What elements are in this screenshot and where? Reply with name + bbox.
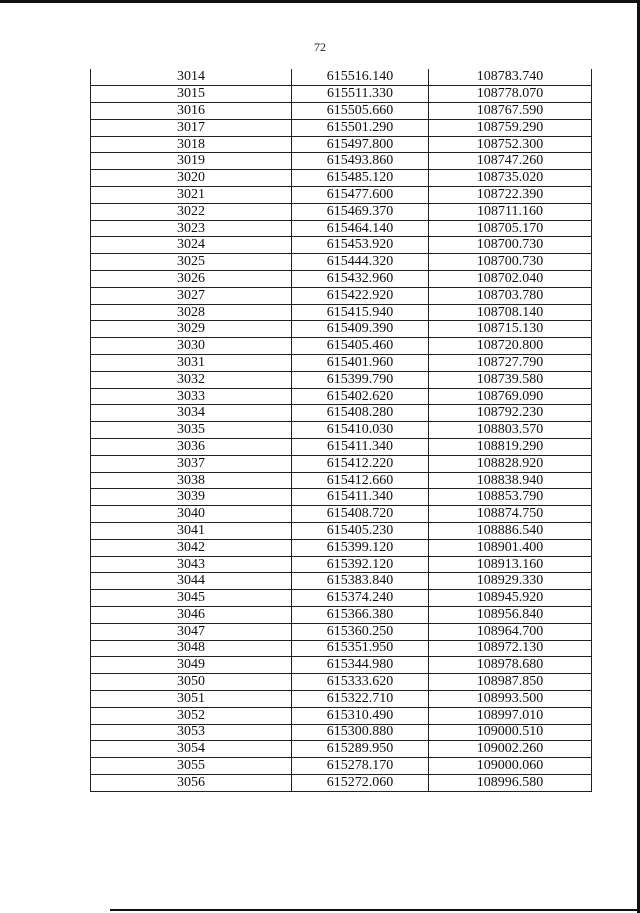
y-coordinate-cell: 108739.580 [429,371,592,388]
x-coordinate-cell: 615289.950 [292,741,429,758]
table-row [91,321,592,338]
x-coordinate-cell: 615410.030 [292,422,429,439]
y-coordinate-cell: 108838.940 [429,472,592,489]
x-coordinate-cell: 615278.170 [292,758,429,775]
point-id-cell: 3039 [91,489,292,506]
x-coordinate-cell: 615464.140 [292,220,429,237]
point-id-cell: 3044 [91,573,292,590]
x-coordinate-cell: 615415.940 [292,304,429,321]
table-row [91,523,592,540]
point-id-cell: 3051 [91,690,292,707]
point-id-cell: 3020 [91,170,292,187]
table-row [91,674,592,691]
x-coordinate-cell: 615501.290 [292,119,429,136]
x-coordinate-cell: 615322.710 [292,690,429,707]
point-id-cell: 3045 [91,590,292,607]
point-id-cell: 3056 [91,774,292,791]
table-row [91,590,592,607]
table-row [91,556,592,573]
point-id-cell: 3047 [91,623,292,640]
y-coordinate-cell: 108702.040 [429,271,592,288]
x-coordinate-cell: 615422.920 [292,287,429,304]
x-coordinate-cell: 615469.370 [292,203,429,220]
x-coordinate-cell: 615374.240 [292,590,429,607]
x-coordinate-cell: 615408.280 [292,405,429,422]
y-coordinate-cell: 108708.140 [429,304,592,321]
point-id-cell: 3037 [91,455,292,472]
table-row [91,271,592,288]
table-row [91,539,592,556]
point-id-cell: 3025 [91,254,292,271]
point-id-cell: 3016 [91,103,292,120]
x-coordinate-cell: 615366.380 [292,607,429,624]
y-coordinate-cell: 108828.920 [429,455,592,472]
y-coordinate-cell: 108711.160 [429,203,592,220]
page-border-bottom [110,909,640,911]
table-row [91,707,592,724]
y-coordinate-cell: 108913.160 [429,556,592,573]
point-id-cell: 3055 [91,758,292,775]
y-coordinate-cell: 108783.740 [429,69,592,86]
point-id-cell: 3041 [91,523,292,540]
y-coordinate-cell: 108886.540 [429,523,592,540]
x-coordinate-cell: 615351.950 [292,640,429,657]
table-row [91,758,592,775]
table-row [91,254,592,271]
point-id-cell: 3042 [91,539,292,556]
y-coordinate-cell: 108769.090 [429,388,592,405]
y-coordinate-cell: 108901.400 [429,539,592,556]
point-id-cell: 3024 [91,237,292,254]
x-coordinate-cell: 615399.120 [292,539,429,556]
x-coordinate-cell: 615497.800 [292,136,429,153]
x-coordinate-cell: 615402.620 [292,388,429,405]
point-id-cell: 3036 [91,439,292,456]
point-id-cell: 3033 [91,388,292,405]
y-coordinate-cell: 108700.730 [429,237,592,254]
x-coordinate-cell: 615399.790 [292,371,429,388]
x-coordinate-cell: 615405.460 [292,338,429,355]
y-coordinate-cell: 108735.020 [429,170,592,187]
x-coordinate-cell: 615432.960 [292,271,429,288]
point-id-cell: 3032 [91,371,292,388]
table-row [91,304,592,321]
y-coordinate-cell: 108945.920 [429,590,592,607]
y-coordinate-cell: 108997.010 [429,707,592,724]
point-id-cell: 3035 [91,422,292,439]
x-coordinate-cell: 615453.920 [292,237,429,254]
x-coordinate-cell: 615412.660 [292,472,429,489]
page-border-top [0,0,640,3]
x-coordinate-cell: 615344.980 [292,657,429,674]
table-row [91,136,592,153]
y-coordinate-cell: 108978.680 [429,657,592,674]
x-coordinate-cell: 615444.320 [292,254,429,271]
y-coordinate-cell: 108703.780 [429,287,592,304]
x-coordinate-cell: 615408.720 [292,506,429,523]
y-coordinate-cell: 108705.170 [429,220,592,237]
y-coordinate-cell: 108752.300 [429,136,592,153]
y-coordinate-cell: 108767.590 [429,103,592,120]
y-coordinate-cell: 108972.130 [429,640,592,657]
coordinates-table-container [90,69,591,792]
table-row [91,203,592,220]
point-id-cell: 3049 [91,657,292,674]
point-id-cell: 3054 [91,741,292,758]
y-coordinate-cell: 108996.580 [429,774,592,791]
x-coordinate-cell: 615333.620 [292,674,429,691]
y-coordinate-cell: 108803.570 [429,422,592,439]
point-id-cell: 3023 [91,220,292,237]
point-id-cell: 3026 [91,271,292,288]
point-id-cell: 3019 [91,153,292,170]
point-id-cell: 3046 [91,607,292,624]
table-row [91,355,592,372]
table-row [91,237,592,254]
table-row [91,405,592,422]
table-row [91,489,592,506]
table-row [91,724,592,741]
x-coordinate-cell: 615383.840 [292,573,429,590]
x-coordinate-cell: 615511.330 [292,86,429,103]
point-id-cell: 3052 [91,707,292,724]
y-coordinate-cell: 109002.260 [429,741,592,758]
page-number: 72 [314,40,326,54]
x-coordinate-cell: 615412.220 [292,455,429,472]
table-row [91,388,592,405]
point-id-cell: 3018 [91,136,292,153]
x-coordinate-cell: 615300.880 [292,724,429,741]
x-coordinate-cell: 615401.960 [292,355,429,372]
table-row [91,640,592,657]
table-row [91,623,592,640]
coordinates-table [90,69,592,792]
table-row [91,187,592,204]
y-coordinate-cell: 108720.800 [429,338,592,355]
y-coordinate-cell: 108987.850 [429,674,592,691]
x-coordinate-cell: 615411.340 [292,489,429,506]
y-coordinate-cell: 108722.390 [429,187,592,204]
point-id-cell: 3034 [91,405,292,422]
y-coordinate-cell: 108853.790 [429,489,592,506]
y-coordinate-cell: 108778.070 [429,86,592,103]
table-row [91,573,592,590]
point-id-cell: 3038 [91,472,292,489]
point-id-cell: 3050 [91,674,292,691]
x-coordinate-cell: 615493.860 [292,153,429,170]
point-id-cell: 3021 [91,187,292,204]
table-row [91,607,592,624]
x-coordinate-cell: 615272.060 [292,774,429,791]
y-coordinate-cell: 108993.500 [429,690,592,707]
point-id-cell: 3029 [91,321,292,338]
table-row [91,472,592,489]
x-coordinate-cell: 615516.140 [292,69,429,86]
x-coordinate-cell: 615409.390 [292,321,429,338]
x-coordinate-cell: 615360.250 [292,623,429,640]
table-row [91,69,592,86]
y-coordinate-cell: 108727.790 [429,355,592,372]
x-coordinate-cell: 615405.230 [292,523,429,540]
point-id-cell: 3031 [91,355,292,372]
y-coordinate-cell: 108700.730 [429,254,592,271]
table-row [91,439,592,456]
y-coordinate-cell: 108715.130 [429,321,592,338]
table-row [91,86,592,103]
y-coordinate-cell: 108759.290 [429,119,592,136]
x-coordinate-cell: 615310.490 [292,707,429,724]
y-coordinate-cell: 108964.700 [429,623,592,640]
table-row [91,287,592,304]
y-coordinate-cell: 108929.330 [429,573,592,590]
point-id-cell: 3022 [91,203,292,220]
point-id-cell: 3030 [91,338,292,355]
table-row [91,741,592,758]
table-row [91,422,592,439]
y-coordinate-cell: 108874.750 [429,506,592,523]
point-id-cell: 3040 [91,506,292,523]
y-coordinate-cell: 108819.290 [429,439,592,456]
point-id-cell: 3015 [91,86,292,103]
point-id-cell: 3048 [91,640,292,657]
coordinates-table-body [91,69,592,791]
point-id-cell: 3014 [91,69,292,86]
table-row [91,170,592,187]
point-id-cell: 3027 [91,287,292,304]
table-row [91,220,592,237]
x-coordinate-cell: 615505.660 [292,103,429,120]
y-coordinate-cell: 108956.840 [429,607,592,624]
y-coordinate-cell: 108792.230 [429,405,592,422]
x-coordinate-cell: 615411.340 [292,439,429,456]
x-coordinate-cell: 615485.120 [292,170,429,187]
y-coordinate-cell: 109000.510 [429,724,592,741]
table-row [91,506,592,523]
point-id-cell: 3017 [91,119,292,136]
table-row [91,690,592,707]
table-row [91,153,592,170]
table-row [91,774,592,791]
y-coordinate-cell: 108747.260 [429,153,592,170]
x-coordinate-cell: 615392.120 [292,556,429,573]
table-row [91,103,592,120]
point-id-cell: 3028 [91,304,292,321]
y-coordinate-cell: 109000.060 [429,758,592,775]
table-row [91,338,592,355]
table-row [91,371,592,388]
point-id-cell: 3053 [91,724,292,741]
table-row [91,455,592,472]
table-row [91,119,592,136]
x-coordinate-cell: 615477.600 [292,187,429,204]
point-id-cell: 3043 [91,556,292,573]
table-row [91,657,592,674]
